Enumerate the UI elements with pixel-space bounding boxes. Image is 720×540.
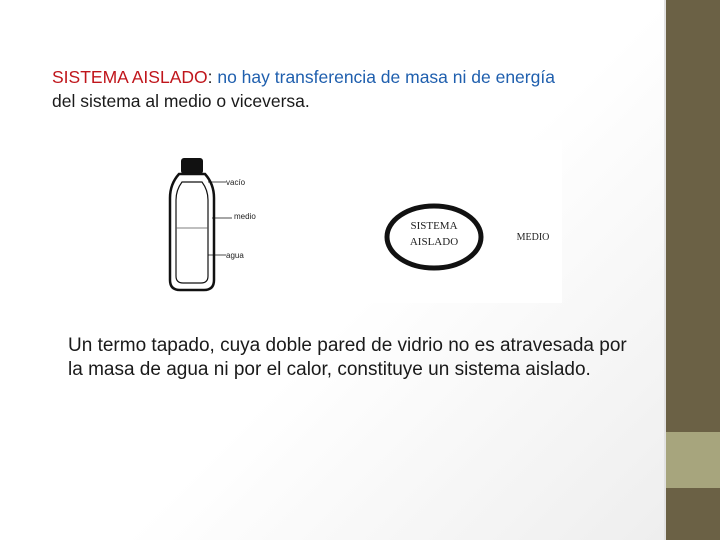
title-term: SISTEMA AISLADO — [52, 67, 208, 87]
thermos-inner-wall — [176, 182, 208, 283]
title-definition: no hay transferencia de masa ni de energía — [217, 67, 555, 87]
side-bar-bottom — [666, 488, 720, 540]
thermos-cap — [181, 158, 203, 174]
slide-title — [52, 65, 652, 113]
side-bar-top — [666, 0, 720, 432]
title-line2: del sistema al medio o viceversa. — [52, 91, 310, 111]
description-text: Un termo tapado, cuya doble pared de vidrio no es atravesada por la masa de agua ni por el calor, constituye un sistema aislado. — [68, 335, 627, 380]
title-separator: : — [207, 67, 218, 87]
figure — [156, 140, 562, 303]
medio-label: MEDIO — [516, 232, 550, 243]
figure-svg — [156, 140, 562, 303]
system-label-line2: AISLADO — [409, 236, 459, 248]
label-agua: agua — [226, 251, 244, 260]
system-label-line1: SISTEMA — [410, 220, 458, 232]
label-vacio: vacío — [226, 178, 246, 187]
label-medio: medio — [234, 212, 256, 221]
thermos-drawing — [170, 158, 256, 290]
side-bar-accent — [666, 432, 720, 488]
system-diagram — [387, 206, 549, 268]
